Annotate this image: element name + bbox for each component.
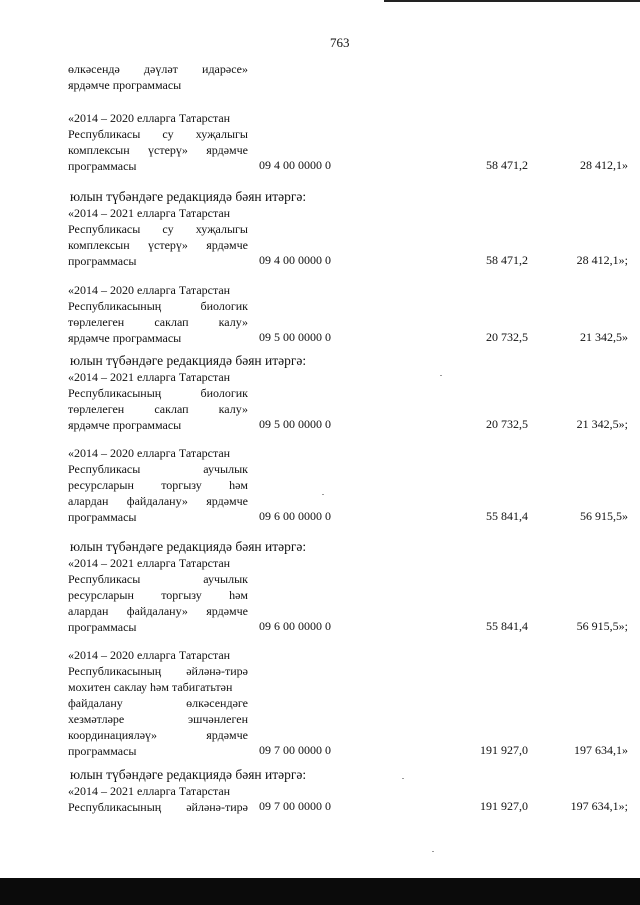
amount-2020: 58 471,2 xyxy=(486,253,528,267)
program-name-line: программасы xyxy=(68,254,137,268)
amount-2021: 197 634,1»; xyxy=(570,799,628,813)
amount-2020: 191 927,0 xyxy=(480,743,528,757)
program-entry xyxy=(68,538,628,635)
top-border-line xyxy=(384,0,640,2)
page-number: 763 xyxy=(330,35,350,50)
program-name-line: файдалану өлкәсендәге xyxy=(68,696,248,710)
program-name-line: төрлелеген саклап калу» xyxy=(68,402,248,416)
program-name-line: ярдәмче программасы xyxy=(68,331,182,345)
program-name-line: программасы xyxy=(68,744,137,758)
program-name-line: ярдәмче программасы xyxy=(68,418,182,432)
budget-code: 09 7 00 0000 0 xyxy=(259,743,331,757)
program-entry xyxy=(68,188,628,269)
budget-code: 09 6 00 0000 0 xyxy=(259,509,331,523)
program-name-line: Республикасының биологик xyxy=(68,299,248,313)
budget-code: 09 5 00 0000 0 xyxy=(259,330,331,344)
program-name-line: координацияләү» ярдәмче xyxy=(68,728,248,742)
amount-2020: 20 732,5 xyxy=(486,330,528,344)
amount-2020: 58 471,2 xyxy=(486,158,528,172)
program-name-line: комплексын үстерү» ярдәмче xyxy=(68,143,248,157)
program-name-line: төрлелеген саклап калу» xyxy=(68,315,248,329)
budget-code: 09 5 00 0000 0 xyxy=(259,417,331,431)
program-entry xyxy=(68,647,628,759)
program-name-line: «2014 – 2020 елларга Татарстан xyxy=(68,111,231,125)
program-entry xyxy=(68,445,628,525)
program-name-line: Республикасы аучылык xyxy=(68,462,248,476)
program-entry xyxy=(68,352,628,433)
program-name-line: мохитен саклау һәм табигатьтән xyxy=(68,680,233,694)
scan-speck xyxy=(322,494,324,495)
program-name-line: «2014 – 2020 елларга Татарстан xyxy=(68,648,231,662)
amount-2021: 197 634,1» xyxy=(574,743,628,757)
bottom-scan-edge xyxy=(0,878,640,905)
budget-code: 09 6 00 0000 0 xyxy=(259,619,331,633)
scan-speck xyxy=(402,778,404,779)
program-name-line: Республикасының әйләнә-тирә xyxy=(68,800,248,814)
budget-code: 09 7 00 0000 0 xyxy=(259,799,331,813)
program-name-line: Республикасы су хуҗалыгы xyxy=(68,127,248,141)
program-name-line: Республикасының биологик xyxy=(68,386,248,400)
program-name-line: комплексын үстерү» ярдәмче xyxy=(68,238,248,252)
program-name-line: «2014 – 2021 елларга Татарстан xyxy=(68,206,231,220)
program-name-line: программасы xyxy=(68,620,137,634)
program-name-line: программасы xyxy=(68,510,137,524)
program-name-line: ресурсларын торгызу һәм xyxy=(68,478,248,492)
program-name-line: ресурсларын торгызу һәм xyxy=(68,588,248,602)
amendment-lead-text: юлын түбәндәге редакциядә бәян итәргә: xyxy=(70,353,307,368)
program-name-line: алардан файдалану» ярдәмче xyxy=(68,604,248,618)
program-entry xyxy=(68,766,628,815)
amount-2021: 56 915,5»; xyxy=(576,619,628,633)
program-entry xyxy=(68,61,628,93)
program-name-line: «2014 – 2021 елларга Татарстан xyxy=(68,556,231,570)
program-name-line: Республикасы аучылык xyxy=(68,572,248,586)
budget-code: 09 4 00 0000 0 xyxy=(259,253,331,267)
program-name-line: «2014 – 2021 елларга Татарстан xyxy=(68,370,231,384)
program-name-line: «2014 – 2020 елларга Татарстан xyxy=(68,446,231,460)
amount-2021: 28 412,1»; xyxy=(576,253,628,267)
program-name-line: «2014 – 2020 елларга Татарстан xyxy=(68,283,231,297)
amount-2020: 191 927,0 xyxy=(480,799,528,813)
amount-2020: 55 841,4 xyxy=(486,619,528,633)
program-name-line: Республикасының әйләнә-тирә xyxy=(68,664,248,678)
amount-2021: 28 412,1» xyxy=(580,158,628,172)
budget-code: 09 4 00 0000 0 xyxy=(259,158,331,172)
program-name-line: программасы xyxy=(68,159,137,173)
amendment-lead-text: юлын түбәндәге редакциядә бәян итәргә: xyxy=(70,189,307,204)
amendment-lead-text: юлын түбәндәге редакциядә бәян итәргә: xyxy=(70,539,307,554)
amount-2020: 55 841,4 xyxy=(486,509,528,523)
program-name-line: өлкәсендә дәүләт идарәсе» xyxy=(68,62,248,76)
program-name-line: Республикасы су хуҗалыгы xyxy=(68,222,248,236)
amount-2021: 21 342,5» xyxy=(580,330,628,344)
program-name-line: алардан файдалану» ярдәмче xyxy=(68,494,248,508)
amendment-lead-text: юлын түбәндәге редакциядә бәян итәргә: xyxy=(70,767,307,782)
scan-speck xyxy=(440,375,442,376)
program-name-line: «2014 – 2021 елларга Татарстан xyxy=(68,784,231,798)
program-entry xyxy=(68,110,628,174)
amount-2020: 20 732,5 xyxy=(486,417,528,431)
amount-2021: 21 342,5»; xyxy=(576,417,628,431)
program-name-line: ярдәмче программасы xyxy=(68,78,182,92)
program-name-line: хезмәтләре эшчәнлеген xyxy=(68,712,248,726)
amount-2021: 56 915,5» xyxy=(580,509,628,523)
program-entry xyxy=(68,282,628,346)
scan-speck xyxy=(432,851,434,852)
